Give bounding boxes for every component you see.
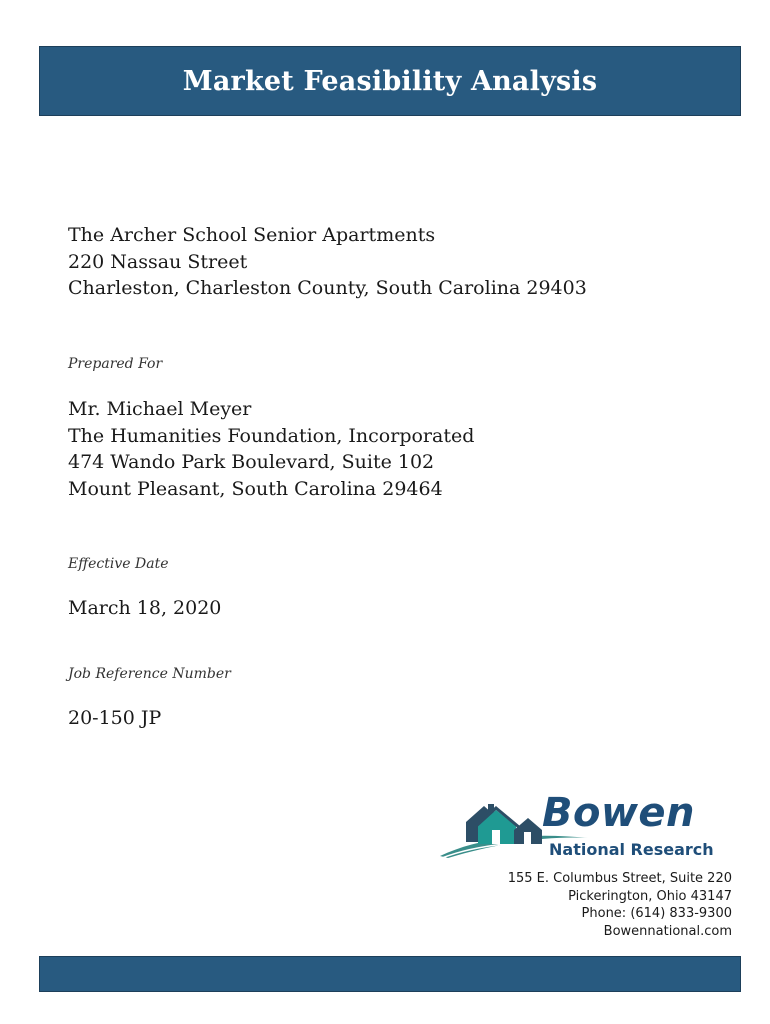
effective-date-value: March 18, 2020	[68, 597, 222, 619]
job-reference-block	[68, 705, 161, 732]
client-organization: The Humanities Foundation, Incorporated	[68, 424, 475, 447]
bowen-logo	[438, 790, 738, 862]
prepared-for-block	[68, 396, 474, 502]
job-reference-label	[68, 663, 231, 682]
client-city-state: Mount Pleasant, South Carolina 29464	[68, 477, 443, 500]
logo-name: Bowen	[542, 790, 696, 836]
effective-date-label-text: Effective Date	[68, 556, 169, 572]
prepared-for-label	[68, 353, 162, 372]
property-address-block	[68, 222, 587, 302]
logo-tagline: National Research	[549, 840, 714, 859]
contact-phone: Phone: (614) 833-9300	[581, 906, 732, 921]
footer-banner	[39, 956, 741, 992]
contact-address: 155 E. Columbus Street, Suite 220	[507, 871, 732, 886]
contact-block	[508, 870, 732, 940]
title-banner	[39, 46, 741, 116]
contact-city: Pickerington, Ohio 43147	[568, 888, 732, 904]
job-reference-label-text: Job Reference Number	[68, 666, 231, 682]
contact-website: Bowennational.com	[603, 923, 732, 939]
property-street: 220 Nassau Street	[68, 250, 248, 273]
client-name: Mr. Michael Meyer	[68, 398, 252, 420]
property-name: The Archer School Senior Apartments	[68, 224, 436, 246]
prepared-for-label-text: Prepared For	[68, 356, 163, 372]
effective-date-block	[68, 595, 221, 622]
property-city-state: Charleston, Charleston County, South Carolina 29403	[68, 277, 587, 299]
document-title: Market Feasibility Analysis	[182, 65, 598, 97]
client-street: 474 Wando Park Boulevard, Suite 102	[68, 451, 435, 473]
effective-date-label	[68, 553, 169, 572]
job-reference-value: 20-150 JP	[68, 707, 162, 729]
